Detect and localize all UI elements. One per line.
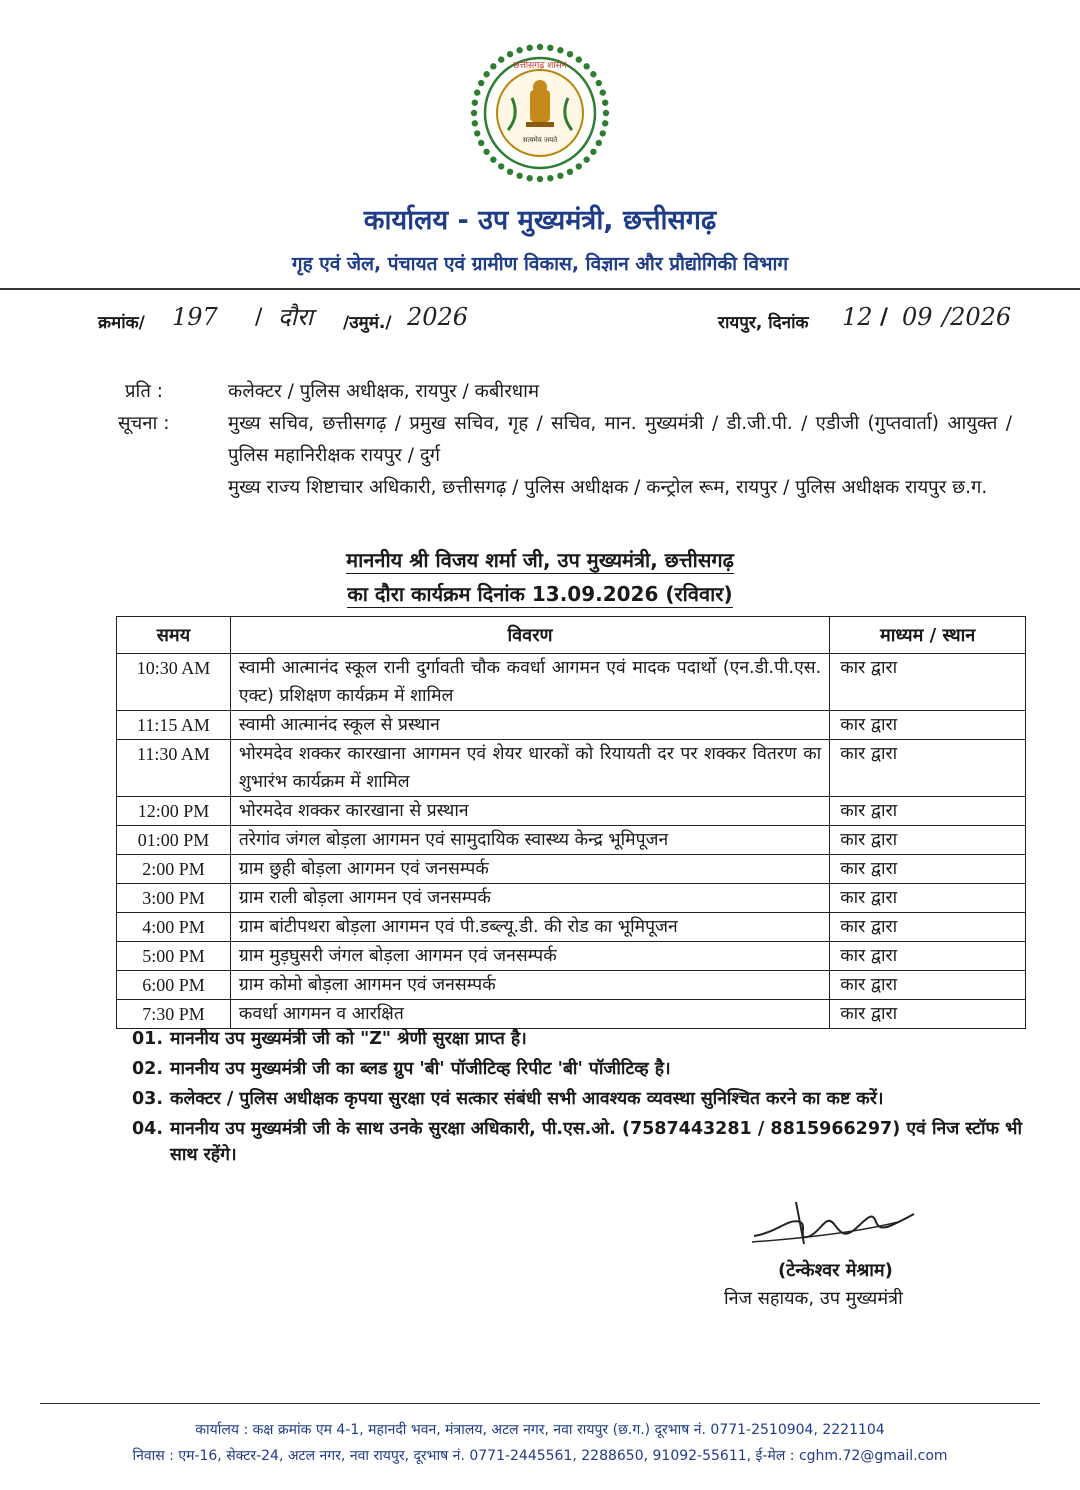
note-text: माननीय उप मुख्यमंत्री जी के साथ उनके सुरक्षा अधिकारी, पी.एस.ओ. (7587443281 / 8815966297) एवं निज स्टॉफ भी साथ रहेंगे। bbox=[170, 1119, 1022, 1165]
reference-tour: दौरा bbox=[278, 303, 313, 331]
note-item bbox=[132, 1086, 1022, 1112]
row-time: 11:30 AM bbox=[117, 740, 231, 797]
reference-separator: / bbox=[255, 305, 263, 330]
header-divider bbox=[0, 288, 1080, 290]
emblem-dot-icon bbox=[498, 56, 504, 62]
to-recipients: कलेक्टर / पुलिस अधीक्षक, रायपुर / कबीरधाम bbox=[228, 381, 540, 402]
row-details: स्वामी आत्मानंद स्कूल से प्रस्थान bbox=[230, 711, 829, 740]
table-row bbox=[117, 855, 1026, 884]
emblem-dot-icon bbox=[583, 156, 589, 162]
emblem-dot-icon bbox=[483, 71, 489, 77]
emblem-dot-icon bbox=[516, 173, 522, 179]
emblem-dot-icon bbox=[483, 149, 489, 155]
emblem-dot-icon bbox=[537, 44, 543, 50]
table-row bbox=[117, 654, 1026, 711]
emblem-dot-icon bbox=[498, 163, 504, 169]
reference-department: /उमुमं./ bbox=[343, 313, 392, 333]
table-row bbox=[117, 942, 1026, 971]
row-time: 2:00 PM bbox=[117, 855, 231, 884]
table-row bbox=[117, 711, 1026, 740]
emblem-dot-icon bbox=[596, 140, 602, 146]
row-details: कवर्धा आगमन व आरक्षित bbox=[230, 1000, 829, 1029]
row-mode: कार द्वारा bbox=[830, 826, 1026, 855]
row-time: 4:00 PM bbox=[117, 913, 231, 942]
date-separator: / bbox=[880, 305, 889, 330]
date-month: 09 bbox=[902, 303, 933, 331]
row-mode: कार द्वारा bbox=[830, 797, 1026, 826]
row-mode: कार द्वारा bbox=[830, 913, 1026, 942]
emblem-dot-icon bbox=[537, 176, 543, 182]
emblem-dot-icon bbox=[526, 175, 532, 181]
emblem-top-text: छत्तीसगढ़ शासन bbox=[513, 61, 567, 71]
emblem-dot-icon bbox=[596, 80, 602, 86]
footer-divider bbox=[40, 1403, 1040, 1404]
emblem-lion-head-icon bbox=[533, 80, 547, 94]
programme-title-1 bbox=[0, 546, 1080, 573]
row-details: स्वामी आत्मानंद स्कूल रानी दुर्गावती चौक कवर्धा आगमन एवं मादक पदार्थो (एन.डी.पी.एस. एक्ट) प्रशिक्षण कार्यक्रम में शामिल bbox=[230, 654, 829, 711]
reference-label: क्रमांक/ bbox=[98, 313, 145, 333]
date-label: रायपुर, दिनांक bbox=[718, 313, 809, 333]
row-details: ग्राम बांटीपथरा बोड़ला आगमन एवं पी.डब्ल्यू.डी. की रोड का भूमिपूजन bbox=[230, 913, 829, 942]
row-time: 7:30 PM bbox=[117, 1000, 231, 1029]
emblem-dot-icon bbox=[516, 47, 522, 53]
emblem-dot-icon bbox=[490, 63, 496, 69]
department-line: गृह एवं जेल, पंचायत एवं ग्रामीण विकास, विज्ञान और प्रौद्योगिकी विभाग bbox=[291, 253, 789, 275]
footer-residence-address: निवास : एम-16, सेक्टर-24, अटल नगर, नवा रायपुर, दूरभाष नं. 0771-2445561, 2288650, 91092-55611, ई-मेल : cghm.72@gmail.com bbox=[132, 1448, 948, 1464]
note-number: 01. bbox=[132, 1029, 164, 1049]
note-item bbox=[132, 1056, 1022, 1082]
emblem-lion-capital-icon bbox=[530, 90, 550, 122]
reference-year: 2026 bbox=[407, 303, 469, 331]
emblem-dot-icon bbox=[557, 173, 563, 179]
row-details: ग्राम राली बोड़ला आगमन एवं जनसम्पर्क bbox=[230, 884, 829, 913]
row-mode: कार द्वारा bbox=[830, 942, 1026, 971]
emblem-dot-icon bbox=[472, 99, 478, 105]
programme-title-2 bbox=[0, 580, 1080, 607]
emblem-dot-icon bbox=[474, 89, 480, 95]
row-mode: कार द्वारा bbox=[830, 740, 1026, 797]
emblem-dot-icon bbox=[471, 110, 477, 116]
table-row bbox=[117, 884, 1026, 913]
info-recipients-line-2: मुख्य राज्य शिष्टाचार अधिकारी, छत्तीसगढ़ / पुलिस अधीक्षक / कन्ट्रोल रूम, रायपुर / पुलिस अधीक्षक रायपुर छ.ग. bbox=[228, 477, 988, 498]
emblem-dot-icon bbox=[603, 110, 609, 116]
emblem-dot-icon bbox=[567, 169, 573, 175]
emblem-dot-icon bbox=[507, 169, 513, 175]
emblem-dot-icon bbox=[472, 120, 478, 126]
row-mode: कार द्वारा bbox=[830, 971, 1026, 1000]
row-mode: कार द्वारा bbox=[830, 654, 1026, 711]
emblem-dot-icon bbox=[590, 71, 596, 77]
row-time: 3:00 PM bbox=[117, 884, 231, 913]
table-row bbox=[117, 797, 1026, 826]
row-time: 6:00 PM bbox=[117, 971, 231, 1000]
row-details: ग्राम छुही बोड़ला आगमन एवं जनसम्पर्क bbox=[230, 855, 829, 884]
header-mode-place: माध्यम / स्थान bbox=[830, 617, 1026, 654]
row-details: ग्राम मुड़घुसरी जंगल बोड़ला आगमन एवं जनसम्पर्क bbox=[230, 942, 829, 971]
emblem-dot-icon bbox=[602, 120, 608, 126]
table-row bbox=[117, 826, 1026, 855]
note-text: माननीय उप मुख्यमंत्री जी को "Z" श्रेणी सुरक्षा प्राप्त है। bbox=[170, 1029, 527, 1049]
programme-title-2-text: का दौरा कार्यक्रम दिनांक 13.09.2026 (रविवार) bbox=[347, 582, 733, 606]
signature-icon bbox=[748, 1192, 918, 1256]
note-number: 04. bbox=[132, 1119, 164, 1139]
row-details: तरेगांव जंगल बोड़ला आगमन एवं सामुदायिक स्वास्थ्य केन्द्र भूमिपूजन bbox=[230, 826, 829, 855]
note-number: 03. bbox=[132, 1089, 164, 1109]
emblem-dot-icon bbox=[474, 130, 480, 136]
emblem-motto: सत्यमेव जयते bbox=[522, 136, 558, 144]
table-row bbox=[117, 913, 1026, 942]
reference-number: 197 bbox=[172, 303, 218, 331]
table-row bbox=[117, 740, 1026, 797]
emblem-dot-icon bbox=[526, 45, 532, 51]
row-mode: कार द्वारा bbox=[830, 711, 1026, 740]
info-label: सूचना : bbox=[118, 413, 170, 434]
schedule-table bbox=[116, 616, 1026, 1029]
row-time: 01:00 PM bbox=[117, 826, 231, 855]
emblem-dot-icon bbox=[600, 89, 606, 95]
info-recipients-line-1: मुख्य सचिव, छत्तीसगढ़ / प्रमुख सचिव, गृह / सचिव, मान. मुख्यमंत्री / डी.जी.पी. / एडीजी (गुप्तवार्ता) आयुक्त / पुलिस महानिरीक्षक रायपुर / दुर्ग bbox=[228, 413, 1012, 466]
office-title: कार्यालय - उप मुख्यमंत्री, छत्तीसगढ़ bbox=[363, 205, 717, 236]
emblem-dot-icon bbox=[478, 80, 484, 86]
header-time: समय bbox=[117, 617, 231, 654]
row-mode: कार द्वारा bbox=[830, 1000, 1026, 1029]
footer-office-address: कार्यालय : कक्ष क्रमांक एम 4-1, महानदी भवन, मंत्रालय, अटल नगर, नवा रायपुर (छ.ग.) दूरभाष नं. 0771-2510904, 2221104 bbox=[195, 1422, 885, 1438]
note-item bbox=[132, 1026, 1022, 1052]
row-details: ग्राम कोमो बोड़ला आगमन एवं जनसम्पर्क bbox=[230, 971, 829, 1000]
info-recipients bbox=[228, 408, 1012, 504]
emblem-dot-icon bbox=[583, 63, 589, 69]
table-row bbox=[117, 1000, 1026, 1029]
emblem-dot-icon bbox=[490, 156, 496, 162]
emblem-dot-icon bbox=[576, 56, 582, 62]
emblem-dot-icon bbox=[547, 175, 553, 181]
note-number: 02. bbox=[132, 1059, 164, 1079]
table-row bbox=[117, 971, 1026, 1000]
emblem-dot-icon bbox=[602, 99, 608, 105]
emblem-dot-icon bbox=[478, 140, 484, 146]
emblem-dot-icon bbox=[507, 51, 513, 57]
note-item bbox=[132, 1116, 1022, 1168]
to-label: प्रति : bbox=[125, 381, 163, 402]
note-text: माननीय उप मुख्यमंत्री जी का ब्लड ग्रुप 'बी' पॉजीटिव्ह रिपीट 'बी' पॉजीटिव्ह है। bbox=[170, 1059, 671, 1079]
date-day: 12 bbox=[842, 303, 873, 331]
row-mode: कार द्वारा bbox=[830, 855, 1026, 884]
note-text: कलेक्टर / पुलिस अधीक्षक कृपया सुरक्षा एवं सत्कार संबंधी सभी आवश्यक व्यवस्था सुनिश्चित करने का कष्ट करें। bbox=[170, 1089, 884, 1109]
row-mode: कार द्वारा bbox=[830, 884, 1026, 913]
row-time: 10:30 AM bbox=[117, 654, 231, 711]
date-year: /2026 bbox=[942, 303, 1012, 331]
emblem-logo bbox=[468, 38, 612, 188]
notes-list bbox=[132, 1026, 1022, 1172]
row-time: 11:15 AM bbox=[117, 711, 231, 740]
row-details: भोरमदेव शक्कर कारखाना से प्रस्थान bbox=[230, 797, 829, 826]
emblem-dot-icon bbox=[567, 51, 573, 57]
row-time: 5:00 PM bbox=[117, 942, 231, 971]
header-details: विवरण bbox=[230, 617, 829, 654]
signatory-title: निज सहायक, उप मुख्यमंत्री bbox=[724, 1288, 903, 1309]
emblem-dot-icon bbox=[600, 130, 606, 136]
emblem-dot-icon bbox=[557, 47, 563, 53]
signatory-name: (टेन्केश्वर मेश्राम) bbox=[778, 1260, 893, 1281]
programme-title-1-text: माननीय श्री विजय शर्मा जी, उप मुख्यमंत्री, छत्तीसगढ़ bbox=[346, 548, 734, 572]
row-time: 12:00 PM bbox=[117, 797, 231, 826]
table-header-row bbox=[117, 617, 1026, 654]
emblem-base-icon bbox=[526, 122, 554, 127]
row-details: भोरमदेव शक्कर कारखाना आगमन एवं शेयर धारकों को रियायती दर पर शक्कर वितरण का शुभारंभ कार्यक्रम में शामिल bbox=[230, 740, 829, 797]
emblem-dot-icon bbox=[590, 149, 596, 155]
emblem-dot-icon bbox=[576, 163, 582, 169]
emblem-dot-icon bbox=[547, 45, 553, 51]
